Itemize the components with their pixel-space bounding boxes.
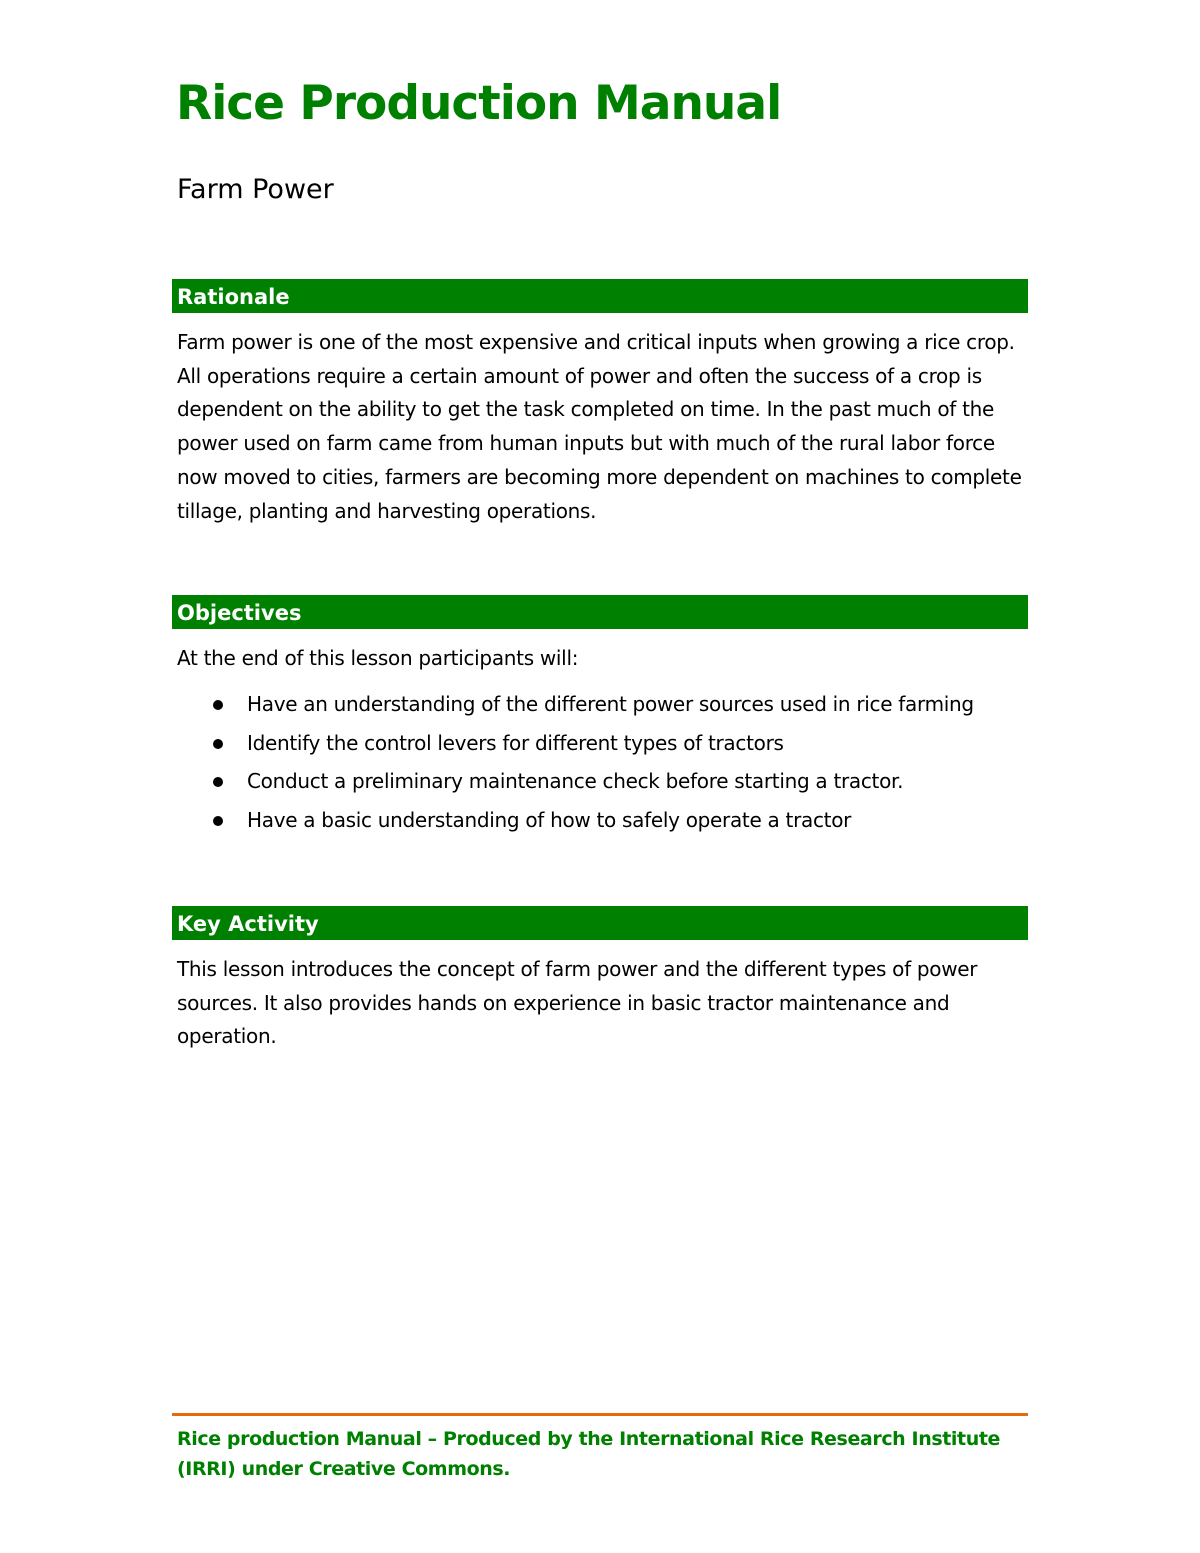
objectives-list	[177, 688, 1027, 843]
key-activity-body: This lesson introduces the concept of farm power and the different types of power sources. It also provides hands on experience in basic tractor maintenance and operation.	[177, 957, 978, 1049]
footer-text: Rice production Manual – Produced by the International Rice Research Institute (IRRI) under Creative Commons.	[177, 1428, 1001, 1480]
rationale-heading: Rationale	[177, 285, 290, 309]
key-activity-heading: Key Activity	[177, 912, 319, 936]
objectives-heading-bar	[172, 595, 1028, 629]
list-item	[177, 688, 1027, 722]
footer-divider	[172, 1413, 1028, 1416]
objectives-intro: At the end of this lesson participants will:	[177, 646, 579, 670]
rationale-heading-bar	[172, 279, 1028, 313]
list-item-text: Identify the control levers for different types of tractors	[247, 730, 784, 755]
rationale-body: Farm power is one of the most expensive and critical inputs when growing a rice crop. All operations require a certain amount of power and often the success of a crop is dependent on the ability to get the task completed on time. In the past much of the power used on farm came from human inputs but with much of the rural labor force now moved to cities, farmers are becoming more dependent on machines to complete tillage, planting and harvesting operations.	[177, 330, 1022, 523]
list-item-text: Conduct a preliminary maintenance check before starting a tractor.	[247, 769, 904, 794]
bullet-icon	[213, 700, 223, 710]
list-item	[177, 765, 1027, 799]
objectives-heading: Objectives	[177, 601, 302, 625]
page-subtitle: Farm Power	[177, 174, 334, 205]
bullet-icon	[213, 739, 223, 749]
page-title: Rice Production Manual	[176, 76, 782, 131]
bullet-icon	[213, 816, 223, 826]
list-item-text: Have a basic understanding of how to safely operate a tractor	[247, 808, 852, 833]
list-item	[177, 804, 1027, 838]
bullet-icon	[213, 777, 223, 787]
list-item-text: Have an understanding of the different power sources used in rice farming	[247, 692, 974, 716]
list-item	[177, 727, 1027, 761]
key-activity-heading-bar	[172, 906, 1028, 940]
